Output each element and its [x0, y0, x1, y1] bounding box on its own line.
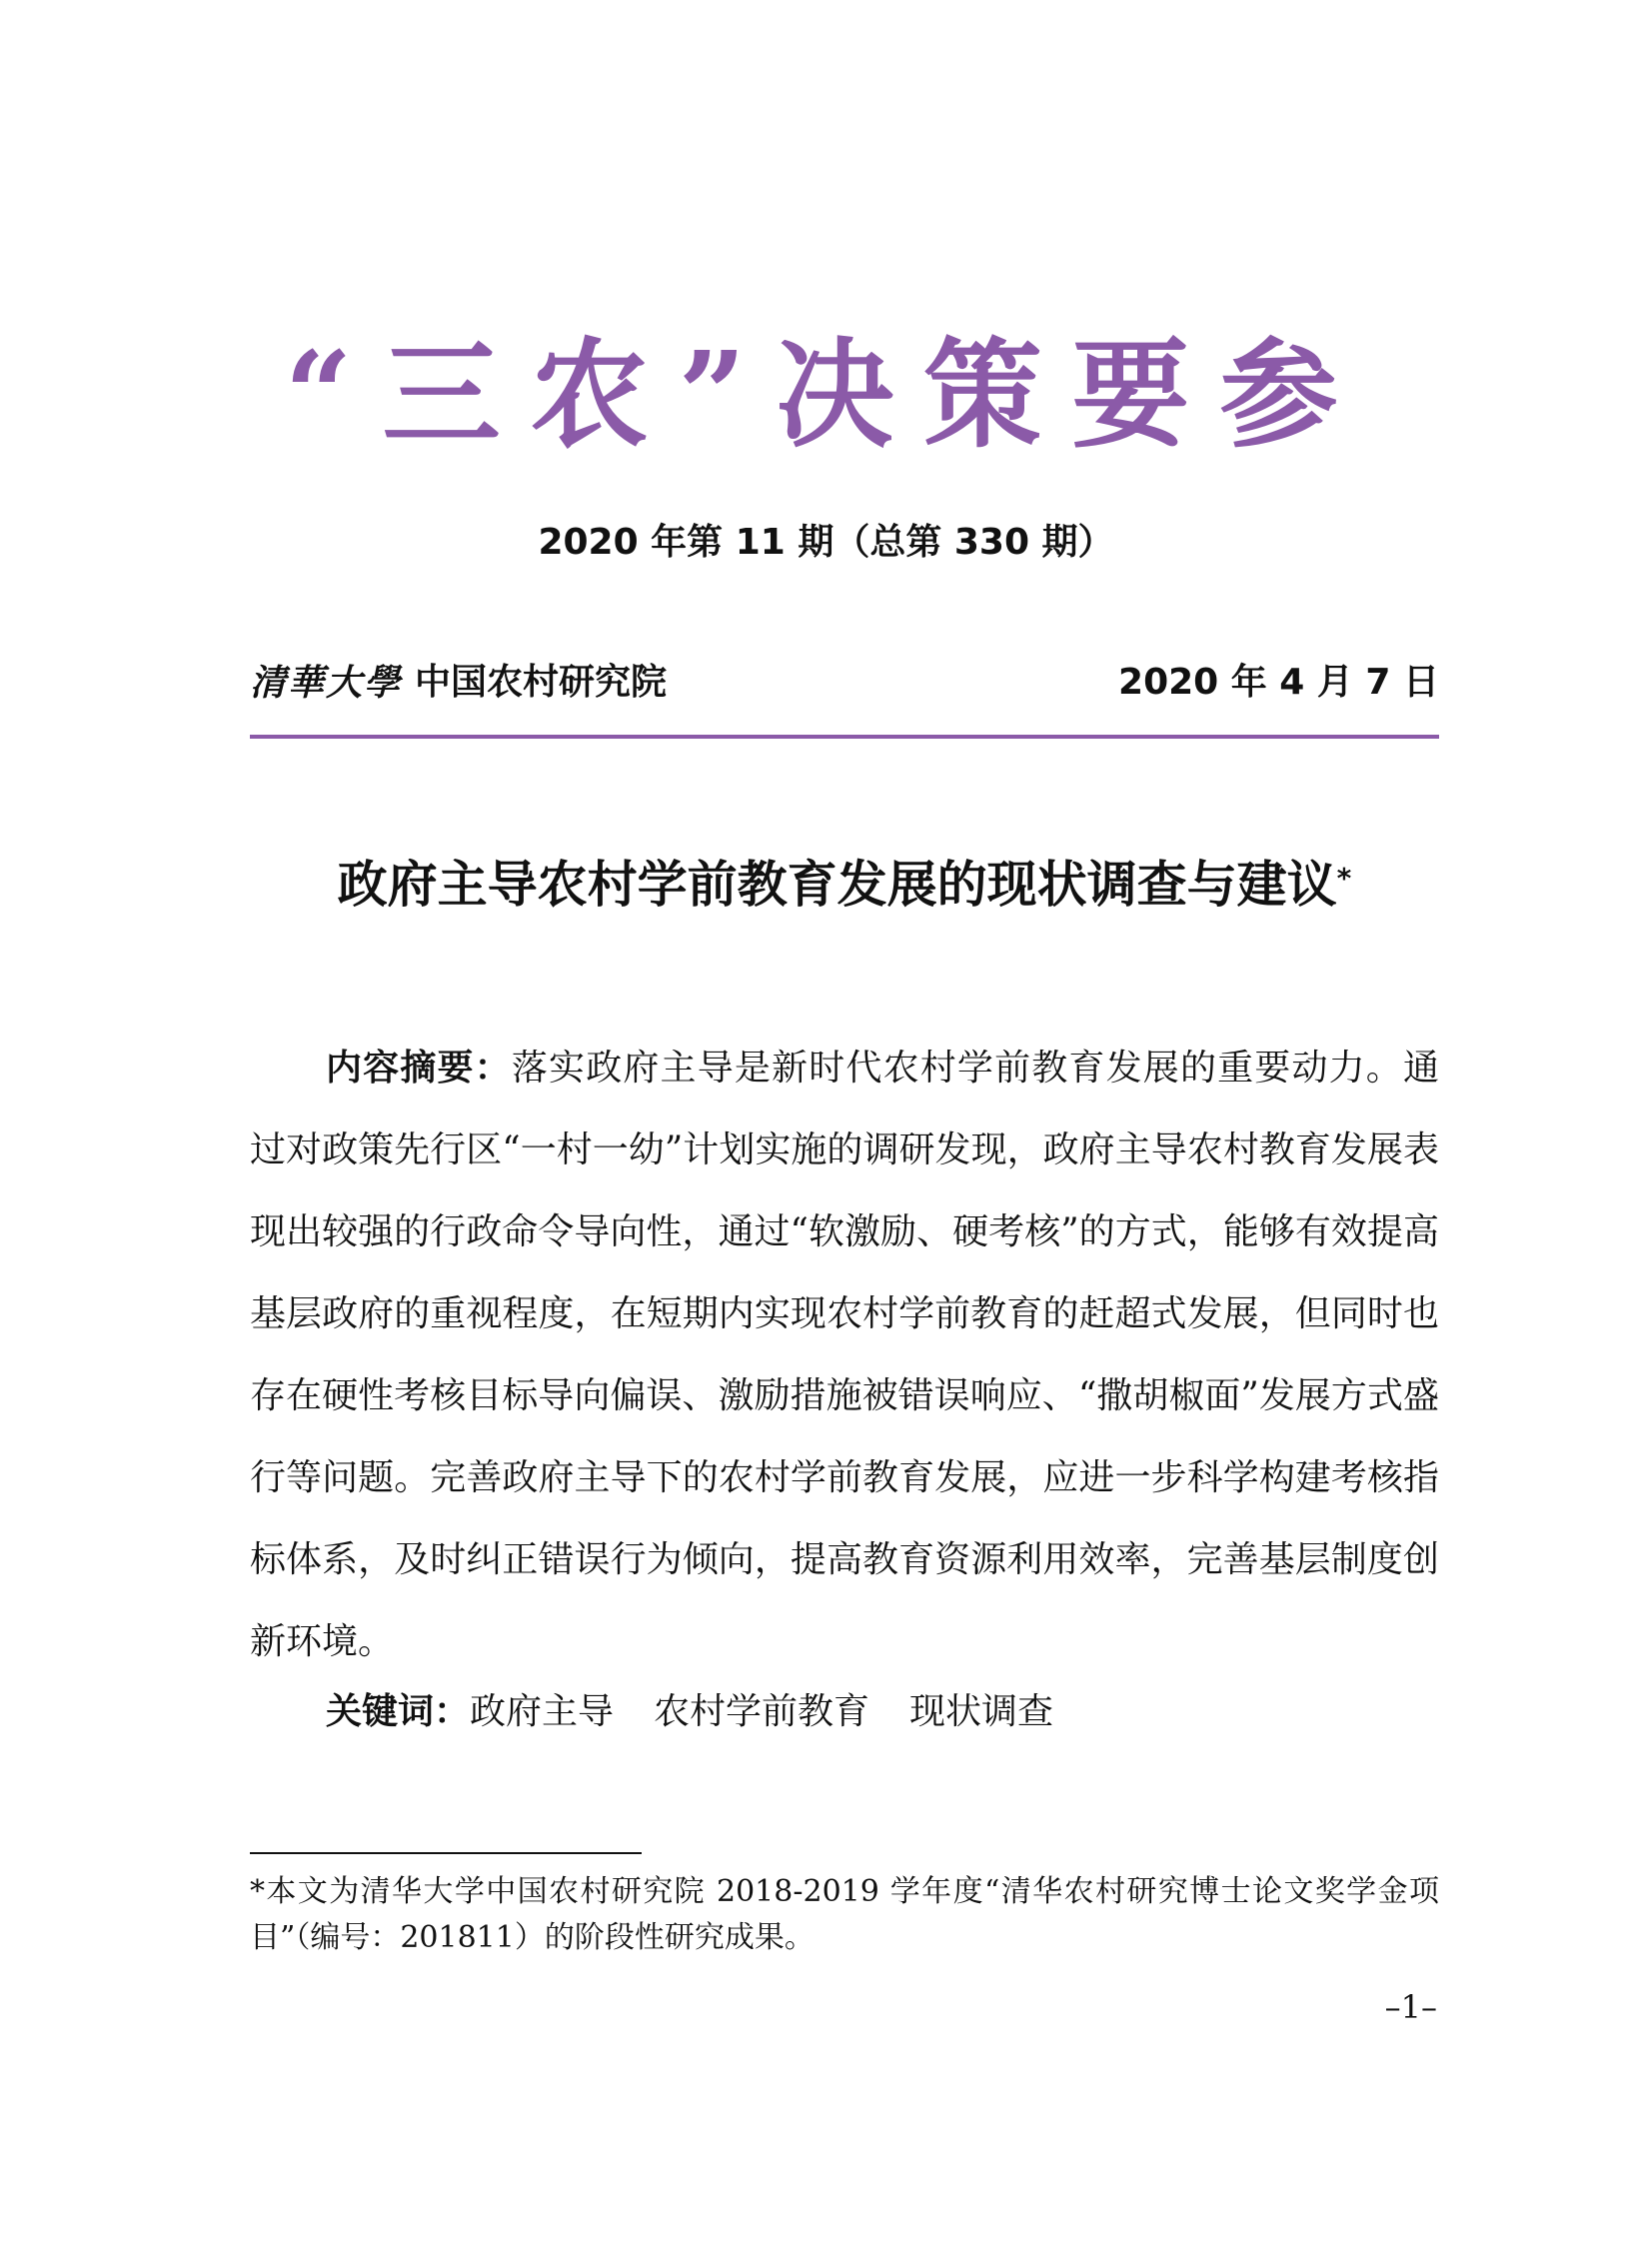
university-logo: 清華大學 [250, 662, 403, 704]
title-footnote-mark: * [1336, 862, 1352, 895]
header-divider [250, 735, 1439, 739]
article-title-text: 政府主导农村学前教育发展的现状调查与建议 [337, 856, 1337, 914]
publication-header [250, 655, 1439, 711]
keywords [326, 1671, 1093, 1753]
keyword-item: 农村学前教育 [654, 1691, 870, 1732]
keywords-label: 关键词： [326, 1691, 471, 1732]
publication-date: 2020 年 4 月 7 日 [1118, 662, 1439, 703]
footnote: *本文为清华大学中国农村研究院 2018-2019 学年度“清华农村研究博士论文奖学金项目”（编号：201811）的阶段性研究成果。 [250, 1874, 1439, 1955]
institute-name: 中国农村研究院 [415, 662, 668, 703]
keyword-item: 现状调查 [909, 1691, 1054, 1732]
abstract-text: 落实政府主导是新时代农村学前教育发展的重要动力。通过对政策先行区“一村一幼”计划实施的调研发现，政府主导农村教育发展表现出较强的行政命令导向性，通过“软激励、硬考核”的方式，能够有效提高基层政府的重视程度，在短期内实现农村学前教育的赶超式发展，但同时也存在硬性考核目标导向偏误、激励措施被错误响应、“撒胡椒面”发展方式盛行等问题。完善政府主导下的农村学前教育发展，应进一步科学构建考核指标体系，及时纠正错误行为倾向，提高教育资源利用效率，完善基层制度创新环境。 [250, 1048, 1439, 1662]
article-title [250, 850, 1439, 920]
abstract [250, 1028, 1439, 1683]
keyword-item: 政府主导 [470, 1691, 615, 1732]
page-number: –1– [1384, 1988, 1437, 2026]
masthead-title: “三农”决策要参 [284, 325, 1368, 464]
abstract-label: 内容摘要： [326, 1048, 512, 1089]
issue-number: 2020 年第 11 期（总第 330 期） [538, 522, 1114, 563]
footnote-divider [250, 1852, 642, 1854]
